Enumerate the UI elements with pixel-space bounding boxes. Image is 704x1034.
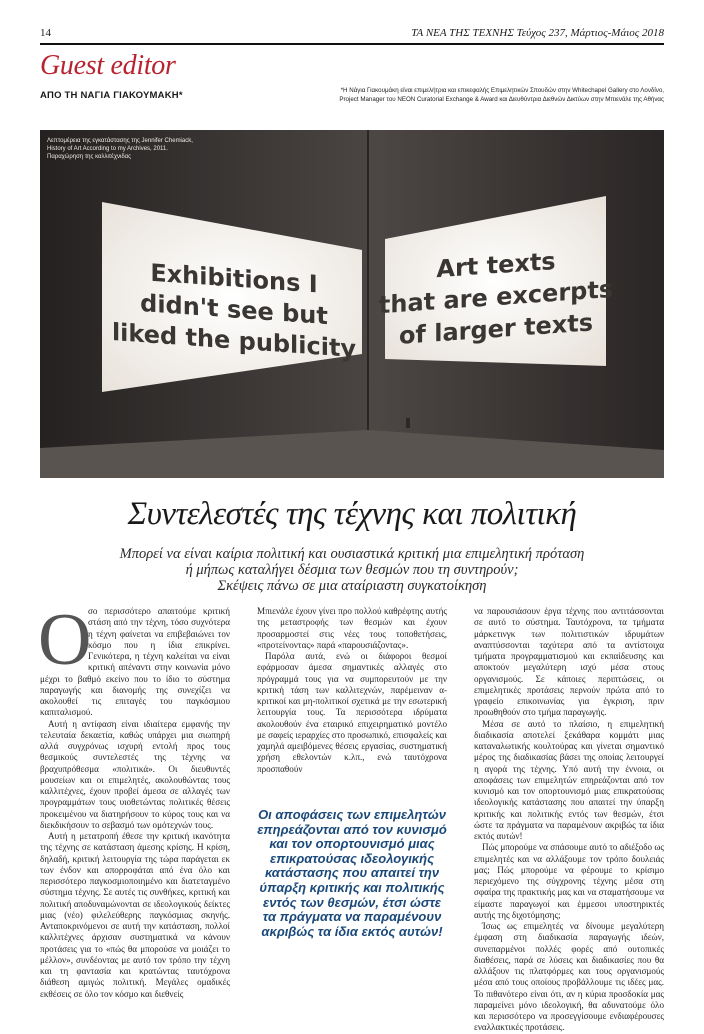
author-bio-line: Project Manager του NEON Curatorial Exchange & Award και Διευθύντρια Διεθνών Δικτύων στην Μπιενάλε της Αθήνας <box>339 96 664 103</box>
paragraph: να παρουσιάσουν έργα τέχνης που αντιτάσσονται σε αυτό το σύστημα. Ταυτόχρονα, τα τμήματα μάρκετινγκ των πολιτιστικών ιδρυμάτων αναπτύσσονται ταχύτερα από τα αντίστοιχα τμήματα προγραμματισμού και εκπαίδευσης και αποκτούν μεγαλύτερη ισχύ μέσα στους οργανισμούς. Σε κάποιες περιπτώσεις, οι επιμελητικές προτάσεις περνούν πρώτα από το γραφείο επικοινωνίας για έγκριση, πριν προωθηθούν στο τμήμα παραγωγής. <box>474 606 664 718</box>
installation-photo <box>40 130 664 478</box>
paragraph: Αυτή η μετατροπή έθεσε την κριτική ικανότητα της τέχνης σε κατάσταση άμεσης κρίσης. Η κρίση, δηλαδή, κριτική λειτουργία της τώρα παράγεται εκ των ένδον και απορροφάται από ένα όλο και περισσότερο παγκοσμιοποιημένο και διατεταγμένο σύστημα τέχνης. Σε αυτές τις συνθήκες, κριτική και πολιτική αποδυναμώνονται σε ιδεολογικούς δείκτες μιας (νέο) φιλελεύθερης παγκόσμιας σκηνής. Ανταποκρινόμενοι σε αυτή την κατάσταση, πολλοί καλλιτέχνες άρχισαν συστηματικά να κάνουν προτάσεις για το «πώς θα μπορούσε να μοιάζει το μέλλον», συνδέοντας με αυτό τον τρόπο την τέχνη και τη φαντασία και κρατώντας ταυτόχρονα διάθεση αμιγώς πολιτική. Μεγάλες ομαδικές εκθέσεις σε όλο τον κόσμο και διεθνείς <box>40 831 230 999</box>
paragraph: Πώς μπορούμε να σπάσουμε αυτό το αδιέξοδο ως επιμελητές και να αλλάξουμε τον τρόπο δουλειάς μας; Πώς μπορούμε να φέρουμε το κρίσιμο περιεχόμενο της σύγχρονης τέχνης μέσα στη σφαίρα της πρακτικής μας και να σταματήσουμε να είμαστε παραγωγοί και έμμεσοι υποστηρικτές αυτής της διχοτόμησης; <box>474 842 664 920</box>
byline: ΑΠΟ ΤΗ ΝΑΓΙΑ ΓΙΑΚΟΥΜΑΚΗ* <box>40 90 183 101</box>
caption-line: Παραχώρηση της καλλιτέχνιδας <box>47 154 132 160</box>
subhead-line: ή μήπως καταλήγει δέσμια των θεσμών που τη συντηρούν; <box>185 562 519 578</box>
right-screen-line: Art texts <box>436 246 556 284</box>
paragraph: σο περισσότερο απαιτούμε κριτική στάση από την τέχνη, τόσο συχνότερα η τέχνη φαίνεται να επιβεβαιώνει τον κόσμο που η ίδια επικρίνει. Γενικότερα, η τέχνη καλείται να είναι κριτική απέναντι στην κοινωνία μόνο μέχρι το βαθμό εκείνο που το ίδιο το σύστημα παραγωγής και διανομής της συνεχίζει να ακολουθεί τις επιταγές του παγκόσμιου καπιταλισμού. <box>40 606 230 718</box>
paragraph: Μέσα σε αυτό το πλαίσιο, η επιμελητική διαδικασία αποτελεί ξεκάθαρα κομμάτι μιας καταναλωτικής κουλτούρας και γίνεται σημαντικό μέρος της διαδικασίας βάσει της οποίας λειτουργεί η αγορά της τέχνης. Υπό αυτή την έννοια, οι αποφάσεις των επιμελητών επηρεάζονται από τον κυνισμό και τον οπορτουνισμό μιας επικρατούσας ιδεολογικής κατάστασης που απαιτεί την ύπαρξη κριτικής και πολιτικής εντός των θεσμών, έτσι ώστε τα πράγματα να παραμένουν ακριβώς τα ίδια εκτός αυτών! <box>474 718 664 841</box>
right-screen-line: of larger texts <box>398 308 594 350</box>
photo-caption <box>47 137 247 161</box>
page-number: 14 <box>40 27 51 39</box>
caption-line: History of Art According to my Archives, 2011. <box>47 146 168 152</box>
author-bio-line: *Η Νάγια Γιακουμάκη είναι επιμελήτρια και επικεφαλής Επιμελητικών Σπουδών στην Whitechapel Gallery στο Λονδίνο, <box>340 87 664 94</box>
caption-line: Λεπτομέρεια της εγκατάστασης της Jennifer Chemiack, <box>47 138 193 144</box>
section-title: Guest editor <box>40 50 176 81</box>
left-screen-line: didn't see but <box>140 289 328 331</box>
pull-quote: Οι αποφάσεις των επιμελητών επηρεάζονται από τον κυνισμό και τον οπορτουνισμό μιας επικρατούσας ιδεολογικής κατάστασης που απαιτεί την ύπαρξη κριτικής και πολιτικής εντός των θεσμών, έτσι ώστε τα πράγματα να παραμένουν ακριβώς τα ίδια εκτός αυτών! <box>257 807 447 939</box>
drop-cap: Ο <box>38 599 92 681</box>
article-column-1 <box>38 599 230 1000</box>
article-column-2 <box>257 606 447 775</box>
paragraph: Μπιενάλε έχουν γίνει πρo πολλού καθρέφτης αυτής της μεταστροφής των θεσμών και έχουν προσαρμοστεί στις νέες τους τοποθετήσεις, «προτείνοντας» παρά «παρουσιάζοντας». <box>257 606 447 650</box>
top-rule <box>40 43 664 45</box>
right-screen-line: that are excerpts <box>378 274 614 320</box>
left-screen-line: liked the publicity <box>111 318 357 364</box>
article-column-3 <box>474 606 664 1034</box>
subhead-line: Σκέψεις πάνω σε μια αταίριαστη συγκατοίκηση <box>217 578 487 594</box>
article-headline: Συντελεστές της τέχνης και πολιτική <box>127 496 577 532</box>
paragraph: Αυτή η αντίφαση είναι ιδιαίτερα εμφανής την τελευταία δεκαετία, καθώς υπάρχει μια σιωπηρή αλλά συγχρόνως ισχυρή εντολή προς τους θεσμικούς συντελεστές της τέχνης να βραχυπρόθεσμα «πολιτικά». Οι διευθυντές μουσείων και οι επιμελητές, ακολουθώντας τους καλλιτέχνες, έχουν προβεί άμεσα σε αλλαγές των προγραμμάτων τους υιοθετώντας πολιτικές θέσεις προκειμένου να διατηρήσουν το κύρος τους και να διεκδικήσουν το σεβασμό των ομότεχνών τους. <box>40 718 230 830</box>
paragraph: Ίσως ως επιμελητές να δίνουμε μεγαλύτερη έμφαση στη διαδικασία παραγωγής ιδεών, συνεπαρμένοι πολλές φορές από ουτοπικές διαθέσεις, παρά σε λύσεις και διαδικασίες που θα αλλάξουν τις πλατφόρμες και τους οργανισμούς μέσα από τους οποίους προβάλλουμε τις ιδέες μας. Το πιθανότερο είναι ότι, αν η κύρια προσδοκία μας παραμείνει μόνο ιδεολογική, θα αδυνατούμε όλο και περισσότερο να προσεγγίσουμε ενδιαφέρουσες εναλλακτικές προτάσεις. <box>474 921 664 1033</box>
paragraph: Παρόλα αυτά, ενώ οι διάφοροι θεσμοί εφάρμοσαν άμεσα σημαντικές αλλαγές στο πρόγραμμά τους για να συμπορευτούν με την κριτική τάση των καλλιτεχνών, παρέμειναν α-κριτικοί και μη-πολιτικοί σχετικά με την εσωτερική λειτουργία τους. Τα περισσότερα ιδρύματα ακολουθούν ένα εταιρικό επιχειρηματικό μοντέλο με σαφείς ιεραρχίες στο προσωπικό, επισφαλείς και χαμηλά αμειβόμενες θέσεις εργασίας, συστηματική χρήση εθελοντών κ.λπ., ενώ ταυτόχρονα προσπαθούν <box>257 651 447 774</box>
running-head: ΤΑ ΝΕΑ ΤΗΣ ΤΕΧΝΗΣ Τεύχος 237, Μάρτιος-Μάιος 2018 <box>411 27 664 39</box>
left-screen-line: Exhibitions I <box>150 258 318 299</box>
subhead-line: Μπορεί να είναι καίρια πολιτική και ουσιαστικά κριτική μια επιμελητική πρόταση <box>119 546 585 562</box>
article-subhead <box>60 546 644 594</box>
author-bio <box>300 86 664 104</box>
